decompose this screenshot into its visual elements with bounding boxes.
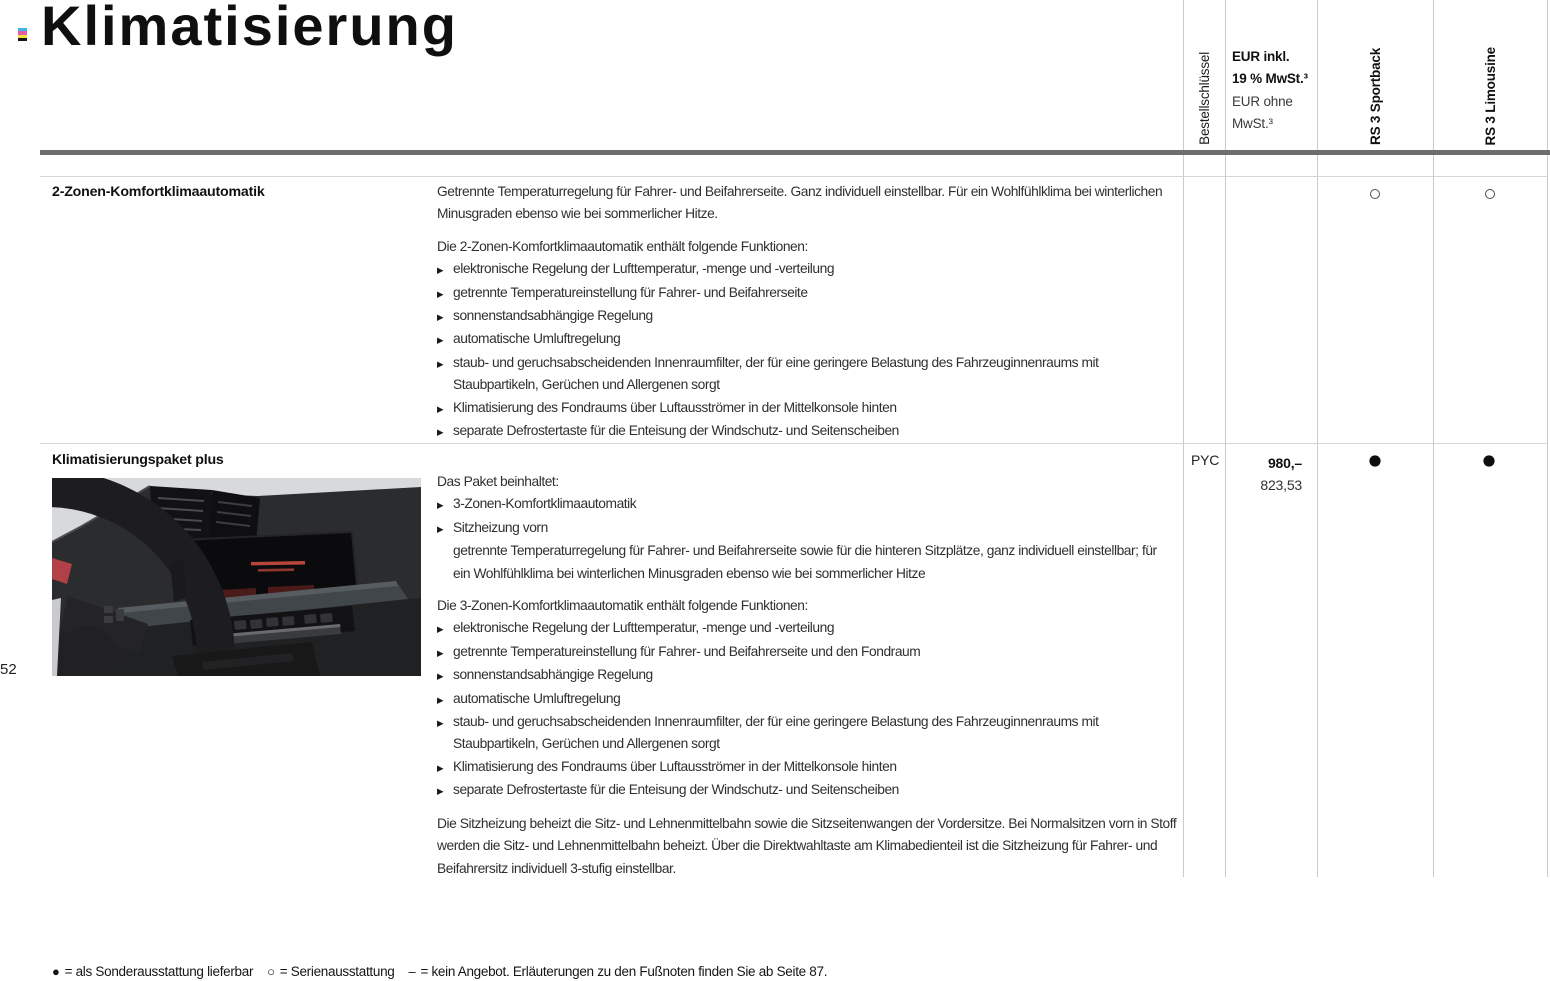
bullet-arrow-icon: ▶ [437, 786, 444, 797]
page-number: 52 [0, 661, 17, 678]
bullet-item [437, 664, 1177, 687]
column-divider [1225, 0, 1226, 877]
bullet-text: separate Defrostertaste für die Enteisung der Windschutz- und Seitenscheiben [453, 782, 899, 798]
bullet-text: Klimatisierung des Fondraums über Luftausströmer in der Mittelkonsole hinten [453, 399, 897, 415]
legend-none [409, 964, 828, 979]
bullet-text: elektronische Regelung der Lufttemperatur, -menge und -verteilung [453, 261, 835, 277]
option-title-2-zonen: 2-Zonen-Komfortklimaautomatik [52, 184, 265, 200]
price-gross: 980,– [1267, 455, 1302, 471]
bullet-text: elektronische Regelung der Lufttemperatur, -menge und -verteilung [453, 620, 835, 636]
sportback-column-label: RS 3 Sportback [1367, 48, 1383, 145]
bullet-item [437, 305, 1177, 328]
functions-list [437, 258, 1177, 443]
price-column-header [1232, 46, 1314, 136]
bullet-text: getrennte Temperatureinstellung für Fahrer- und Beifahrerseite [453, 284, 808, 300]
bullet-item [437, 756, 1177, 779]
bullet-arrow-icon: ▶ [437, 694, 444, 705]
bullet-arrow-icon: ▶ [437, 718, 444, 729]
bullet-item [437, 711, 1177, 756]
order-code-value: PYC [1191, 452, 1220, 468]
legend-none-text: = kein Angebot. Erläuterungen zu den Fußnoten finden Sie ab Seite 87. [420, 964, 828, 979]
bullet-item [437, 328, 1177, 351]
legend-optional-text: = als Sonderausstattung lieferbar [64, 964, 254, 979]
option-description-2-zonen [437, 181, 1177, 443]
bullet-item [437, 493, 1177, 516]
bullet-arrow-icon: ▶ [437, 358, 444, 369]
bullet-text: staub- und geruchsabscheidenden Innenraumfilter, der für eine geringere Belastung des Fahrzeuginnenraums mit Staubpartikeln, Gerüchen und Allergenen sorgt [453, 714, 1099, 752]
bullet-item [437, 282, 1177, 305]
price-header-line: EUR ohne [1232, 93, 1293, 109]
bullet-item [437, 420, 1177, 443]
print-registration-mark-icon [18, 28, 27, 41]
bullet-arrow-icon: ▶ [437, 647, 444, 658]
bullet-arrow-icon: ▶ [437, 624, 444, 635]
bullet-text: Klimatisierung des Fondraums über Luftausströmer in der Mittelkonsole hinten [453, 758, 897, 774]
legend [52, 964, 841, 979]
bullet-arrow-icon: ▶ [437, 335, 444, 346]
bullet-item [437, 517, 1177, 540]
column-divider [1547, 0, 1548, 877]
bullet-text: automatische Umluftregelung [453, 690, 621, 706]
sportback-column-header [1317, 0, 1433, 145]
bullet-arrow-icon: ▶ [437, 762, 444, 773]
bullet-text: sonnenstandsabhängige Regelung [453, 308, 653, 324]
open-dot-icon: ○ [267, 964, 275, 979]
price-cell [1225, 452, 1302, 497]
option-title-klimapaket: Klimatisierungspaket plus [52, 452, 224, 468]
bullet-arrow-icon: ▶ [437, 427, 444, 438]
availability-dot-sportback [1369, 455, 1380, 466]
seat-heating-note: Die Sitzheizung beheizt die Sitz- und Lehnenmittelbahn sowie die Sitzseitenwangen der Vordersitze. Bei Normalsitzen vorn in Stoff werden die Sitz- und Lehnenmittelbahn beheizt. Über die Direktwahltaste am Klimabedienteil ist die Sitzheizung für Fahrer- und Beifahrersitz individuell 3-stufig einstellbar. [437, 815, 1177, 876]
availability-dot-sportback [1370, 189, 1380, 199]
bullet-item [437, 258, 1177, 281]
bullet-item [437, 352, 1177, 397]
limousine-column-header [1433, 0, 1547, 145]
functions-list [437, 617, 1177, 802]
availability-dot-limousine [1483, 455, 1494, 466]
interior-photo [52, 478, 421, 676]
bullet-arrow-icon: ▶ [437, 288, 444, 299]
bullet-text: staub- und geruchsabscheidenden Innenraumfilter, der für eine geringere Belastung des Fahrzeuginnenraums mit Staubpartikeln, Gerüchen und Allergenen sorgt [453, 354, 1099, 393]
bullet-arrow-icon: ▶ [437, 265, 444, 276]
price-header-line: EUR inkl. [1232, 49, 1290, 64]
bullet-arrow-icon: ▶ [437, 523, 444, 534]
bullet-item [437, 688, 1177, 711]
bullet-text: Sitzheizung vorn [453, 519, 548, 535]
bullet-text: separate Defrostertaste für die Enteisung der Windschutz- und Seitenscheiben [453, 423, 899, 439]
bullet-item [437, 779, 1177, 802]
bullet-text: automatische Umluftregelung [453, 331, 621, 347]
bullet-text: 3-Zonen-Komfortklimaautomatik [453, 496, 637, 512]
bullet-arrow-icon: ▶ [437, 312, 444, 323]
package-detail: getrennte Temperaturregelung für Fahrer- und Beifahrerseite sowie für die hinteren Sitzplätze, ganz individuell einstellbar; für ein Wohlfühlklima bei winterlichen Minusgraden ebenso wie bei sommerlicher Hitze [453, 543, 1157, 581]
order-code-column-label: Bestellschlüssel [1196, 52, 1212, 145]
price-net: 823,53 [1260, 477, 1302, 494]
option-intro: Getrennte Temperaturregelung für Fahrer- und Beifahrerseite. Ganz individuell einstellbar. Für ein Wohlfühlklima bei winterlichen Minusgraden ebenso wie bei sommerlicher Hitze. [437, 184, 1163, 222]
price-header-line: MwSt.³ [1232, 116, 1273, 132]
row-divider [40, 176, 1548, 177]
bullet-arrow-icon: ▶ [437, 500, 444, 511]
bullet-arrow-icon: ▶ [437, 403, 444, 414]
page-title: Klimatisierung [41, 0, 458, 57]
package-items-list [437, 493, 1177, 540]
order-code-column-header [1183, 0, 1225, 145]
legend-optional [52, 964, 253, 979]
filled-dot-icon: ● [52, 964, 60, 979]
bullet-text: sonnenstandsabhängige Regelung [453, 667, 653, 683]
bullet-text: getrennte Temperatureinstellung für Fahrer- und Beifahrerseite und den Fondraum [453, 643, 921, 659]
availability-dot-limousine [1485, 189, 1495, 199]
bullet-item [437, 617, 1177, 640]
table-header-rule [40, 150, 1550, 155]
bullet-arrow-icon: ▶ [437, 671, 444, 682]
price-header-line: 19 % MwSt.³ [1232, 71, 1308, 87]
legend-series [267, 964, 394, 979]
dash-icon: – [408, 964, 416, 979]
option-description-klimapaket [437, 471, 1177, 880]
package-heading: Das Paket beinhaltet: [437, 474, 559, 489]
functions-heading: Die 2-Zonen-Komfortklimaautomatik enthält folgende Funktionen: [437, 238, 808, 254]
functions-heading: Die 3-Zonen-Komfortklimaautomatik enthält folgende Funktionen: [437, 598, 808, 614]
limousine-column-label: RS 3 Limousine [1482, 46, 1498, 145]
legend-series-text: = Serienausstattung [279, 964, 395, 979]
bullet-item [437, 641, 1177, 664]
bullet-item [437, 397, 1177, 420]
